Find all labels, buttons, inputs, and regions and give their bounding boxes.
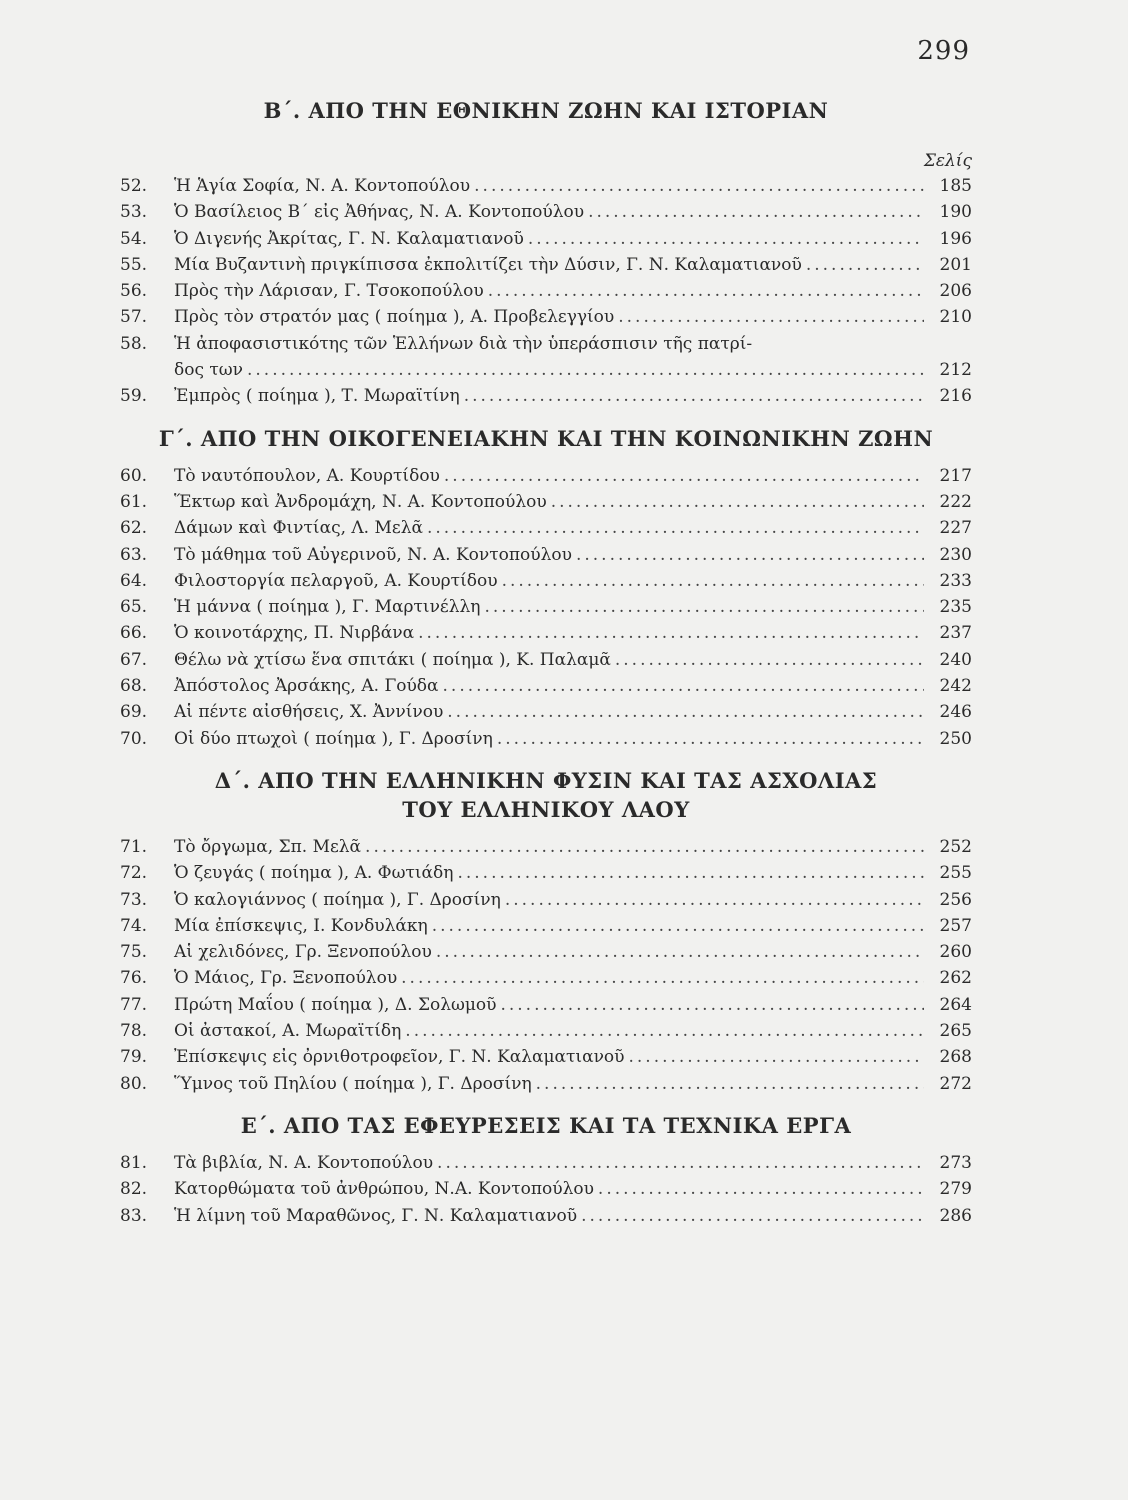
entry-title: Ἕκτωρ καὶ Ἀνδρομάχη, Ν. Α. Κοντοπούλου (174, 491, 547, 512)
entry-number: 64. (120, 570, 148, 591)
list-item (120, 647, 972, 673)
leader-dots (474, 173, 924, 199)
entry-title: Τὸ μάθημα τοῦ Αὐγερινοῦ, Ν. Α. Κοντοπούλου (174, 544, 572, 565)
leader-dots (365, 834, 924, 860)
entry-number: 78. (120, 1021, 148, 1042)
list-item (120, 992, 972, 1018)
entry-title: Αἱ χελιδόνες, Γρ. Ξενοπούλου (174, 942, 432, 963)
entry-page: 286 (939, 1205, 972, 1226)
entry-title: Κατορθώματα τοῦ ἀνθρώπου, Ν.Α. Κοντοπούλου (174, 1179, 594, 1200)
leader-dots (588, 199, 924, 225)
leader-dots (598, 1176, 924, 1202)
section-title: Γ΄. ΑΠΟ ΤΗΝ ΟΙΚΟΓΕΝΕΙΑΚΗΝ ΚΑΙ ΤΗΝ ΚΟΙΝΩΝΙΚΗΝ ΖΩΗΝ (158, 425, 934, 451)
entry-number: 57. (120, 307, 148, 328)
leader-dots (447, 699, 924, 725)
entry-title: Ἐμπρὸς ( ποίημα ), Τ. Μωραϊτίνη (174, 386, 460, 407)
entry-number: 77. (120, 994, 148, 1015)
entry-number: 81. (120, 1152, 148, 1173)
entry-number: 61. (120, 491, 148, 512)
entry-title: Τὸ ναυτόπουλον, Α. Κουρτίδου (174, 465, 440, 486)
leader-dots (581, 1203, 924, 1229)
list-item (120, 199, 972, 225)
entry-page: 222 (939, 491, 972, 512)
entry-number: 79. (120, 1047, 148, 1068)
leader-dots (618, 304, 924, 330)
section-title: Δ΄. ΑΠΟ ΤΗΝ ΕΛΛΗΝΙΚΗΝ ΦΥΣΙΝ ΚΑΙ ΤΑΣ ΑΣΧΟΛΙΑΣ (214, 767, 878, 793)
leader-dots (628, 1044, 924, 1070)
entry-page: 206 (939, 281, 972, 302)
entry-number: 63. (120, 544, 148, 565)
entry-page: 212 (939, 360, 972, 381)
entry-number: 53. (120, 202, 148, 223)
list-item (120, 965, 972, 991)
entry-title: Οἱ δύο πτωχοὶ ( ποίημα ), Γ. Δροσίνη (174, 728, 493, 749)
entry-page: 242 (939, 676, 972, 697)
entry-number: 54. (120, 228, 148, 249)
entry-number: 80. (120, 1073, 148, 1094)
entry-title: Φιλοστοργία πελαργοῦ, Α. Κουρτίδου (174, 570, 498, 591)
leader-dots (464, 383, 924, 409)
leader-dots (436, 939, 924, 965)
entry-page: 246 (939, 702, 972, 723)
column-header: Σελίς (923, 151, 972, 171)
leader-dots (497, 726, 924, 752)
entry-number: 55. (120, 254, 148, 275)
entry-number: 58. (120, 333, 148, 354)
leader-dots (806, 252, 924, 278)
list-item (120, 542, 972, 568)
list-item (120, 913, 972, 939)
entry-number: 68. (120, 676, 148, 697)
entry-number: 75. (120, 942, 148, 963)
list-item (120, 173, 972, 199)
list-item (120, 226, 972, 252)
entry-number: 83. (120, 1205, 148, 1226)
entry-page: 265 (939, 1021, 972, 1042)
entry-title: Θέλω νὰ χτίσω ἕνα σπιτάκι ( ποίημα ), Κ. Παλαμᾶ (174, 649, 611, 670)
entry-number: 72. (120, 863, 148, 884)
section-title: Ε΄. ΑΠΟ ΤΑΣ ΕΦΕΥΡΕΣΕΙΣ ΚΑΙ ΤΑ ΤΕΧΝΙΚΑ ΕΡΓΑ (240, 1112, 852, 1138)
entry-page: 235 (939, 597, 972, 618)
entry-title: Ὕμνος τοῦ Πηλίου ( ποίημα ), Γ. Δροσίνη (174, 1073, 532, 1094)
leader-dots (502, 568, 924, 594)
entry-number: 56. (120, 281, 148, 302)
leader-dots (576, 542, 924, 568)
entry-number: 76. (120, 968, 148, 989)
entry-page: 227 (939, 518, 972, 539)
entry-title: Μία ἐπίσκεψις, Ι. Κονδυλάκη (174, 915, 428, 936)
entry-page: 279 (939, 1179, 972, 1200)
leader-dots (536, 1071, 924, 1097)
list-item (120, 1203, 972, 1229)
list-item (120, 673, 972, 699)
entry-page: 233 (939, 570, 972, 591)
list-item (120, 699, 972, 725)
leader-dots (444, 463, 924, 489)
leader-dots (432, 913, 924, 939)
list-item (120, 489, 972, 515)
entry-page: 185 (939, 176, 972, 196)
entry-page: 240 (939, 649, 972, 670)
entry-page: 190 (939, 202, 972, 223)
entry-page: 196 (939, 228, 972, 249)
entry-page: 273 (939, 1152, 972, 1173)
leader-dots (418, 620, 924, 646)
entry-title: Τὰ βιβλία, Ν. Α. Κοντοπούλου (174, 1152, 434, 1173)
leader-dots (437, 1150, 924, 1176)
entry-title: Ὁ ζευγάς ( ποίημα ), Α. Φωτιάδη (174, 863, 454, 884)
entry-title: Τὸ ὄργωμα, Σπ. Μελᾶ (174, 836, 362, 857)
entry-page: 252 (939, 836, 972, 857)
leader-dots (488, 278, 924, 304)
leader-dots (484, 594, 924, 620)
entry-number: 71. (120, 836, 148, 857)
list-item (120, 726, 972, 752)
entry-number: 73. (120, 889, 148, 910)
entry-number: 65. (120, 597, 148, 618)
leader-dots (405, 1018, 924, 1044)
list-item (120, 304, 972, 330)
list-item (120, 1150, 972, 1176)
list-item (120, 568, 972, 594)
entry-title: Πρὸς τὴν Λάρισαν, Γ. Τσοκοπούλου (174, 281, 484, 302)
table-of-contents (120, 96, 972, 1229)
entry-title: Μία Βυζαντινὴ πριγκίπισσα ἐκπολιτίζει τὴν Δύσιν, Γ. Ν. Καλαματιανοῦ (174, 254, 802, 275)
entry-title: Ἡ ἀποφασιστικότης τῶν Ἑλλήνων διὰ τὴν ὑπεράσπισιν τῆς πατρί- (174, 333, 753, 354)
entry-title: Ἡ Ἁγία Σοφία, Ν. Α. Κοντοπούλου (174, 176, 471, 196)
section-title-continued: ΤΟΥ ΕΛΛΗΝΙΚΟΥ ΛΑΟΥ (402, 796, 690, 822)
entry-number: 82. (120, 1179, 148, 1200)
list-item (120, 252, 972, 278)
entry-title-continued: δος των (174, 360, 243, 381)
entry-number: 74. (120, 915, 148, 936)
entry-title: Πρὸς τὸν στρατόν μας ( ποίημα ), Α. Προβελεγγίου (174, 307, 615, 328)
leader-dots (528, 226, 924, 252)
leader-dots (615, 647, 924, 673)
entry-number: 66. (120, 623, 148, 644)
list-item (120, 1071, 972, 1097)
section-title: Β΄. ΑΠΟ ΤΗΝ ΕΘΝΙΚΗΝ ΖΩΗΝ ΚΑΙ ΙΣΤΟΡΙΑΝ (263, 98, 829, 123)
list-item (120, 887, 972, 913)
entry-number: 52. (120, 176, 148, 196)
entry-page: 256 (939, 889, 972, 910)
list-item (120, 594, 972, 620)
leader-dots (401, 965, 924, 991)
entry-title: Αἱ πέντε αἰσθήσεις, Χ. Ἀννίνου (174, 702, 444, 723)
entry-page: 268 (939, 1047, 972, 1068)
leader-dots (551, 489, 924, 515)
leader-dots (427, 515, 924, 541)
entry-title: Ἀπόστολος Ἀρσάκης, Α. Γούδα (174, 676, 439, 697)
list-item (120, 515, 972, 541)
entry-title: Δάμων καὶ Φιντίας, Λ. Μελᾶ (174, 518, 423, 539)
list-item (120, 278, 972, 304)
entry-page: 210 (939, 307, 972, 328)
list-item (120, 1018, 972, 1044)
list-item (120, 860, 972, 886)
entry-page: 260 (939, 942, 972, 963)
leader-dots (505, 887, 924, 913)
entry-number: 59. (120, 386, 148, 407)
leader-dots (247, 357, 924, 383)
entry-title: Ἐπίσκεψις εἰς ὀρνιθοτροφεῖον, Γ. Ν. Καλαματιανοῦ (174, 1047, 625, 1068)
list-item (120, 834, 972, 860)
list-item (120, 1176, 972, 1202)
entry-number: 69. (120, 702, 148, 723)
entry-page: 237 (939, 623, 972, 644)
list-item (120, 463, 972, 489)
entry-title: Ἡ μάννα ( ποίημα ), Γ. Μαρτινέλλη (174, 597, 481, 618)
list-item (120, 383, 972, 409)
entry-title: Ὁ Μάιος, Γρ. Ξενοπούλου (174, 968, 398, 989)
entry-page: 250 (939, 728, 972, 749)
entry-number: 67. (120, 649, 148, 670)
entry-title: Ὁ καλογιάννος ( ποίημα ), Γ. Δροσίνη (174, 889, 501, 910)
entry-number: 62. (120, 518, 148, 539)
leader-dots (500, 992, 924, 1018)
entry-number: 60. (120, 465, 148, 486)
entry-page: 216 (939, 386, 972, 407)
leader-dots (443, 673, 924, 699)
entry-page: 257 (939, 915, 972, 936)
entry-title: Οἱ ἀστακοί, Α. Μωραϊτίδη (174, 1021, 402, 1042)
entry-page: 272 (939, 1073, 972, 1094)
entry-number: 70. (120, 728, 148, 749)
entry-title: Πρώτη Μαΐου ( ποίημα ), Δ. Σολωμοῦ (174, 994, 497, 1015)
entry-title: Ἡ λίμνη τοῦ Μαραθῶνος, Γ. Ν. Καλαματιανοῦ (174, 1205, 578, 1226)
list-item (120, 939, 972, 965)
entry-page: 262 (939, 968, 972, 989)
entry-title: Ὁ Βασίλειος Β΄ εἰς Ἀθήνας, Ν. Α. Κοντοπούλου (174, 202, 585, 223)
entry-page: 230 (939, 544, 972, 565)
list-item (120, 620, 972, 646)
list-item (120, 331, 972, 384)
entry-page: 264 (939, 994, 972, 1015)
entry-title: Ὁ κοινοτάρχης, Π. Νιρβάνα (174, 623, 415, 644)
page-number: 299 (917, 36, 970, 66)
entry-title: Ὁ Διγενής Ἀκρίτας, Γ. Ν. Καλαματιανοῦ (174, 228, 524, 249)
entry-page: 217 (939, 465, 972, 486)
list-item (120, 1044, 972, 1070)
entry-page: 201 (939, 254, 972, 275)
entry-page: 255 (939, 863, 972, 884)
leader-dots (457, 860, 924, 886)
